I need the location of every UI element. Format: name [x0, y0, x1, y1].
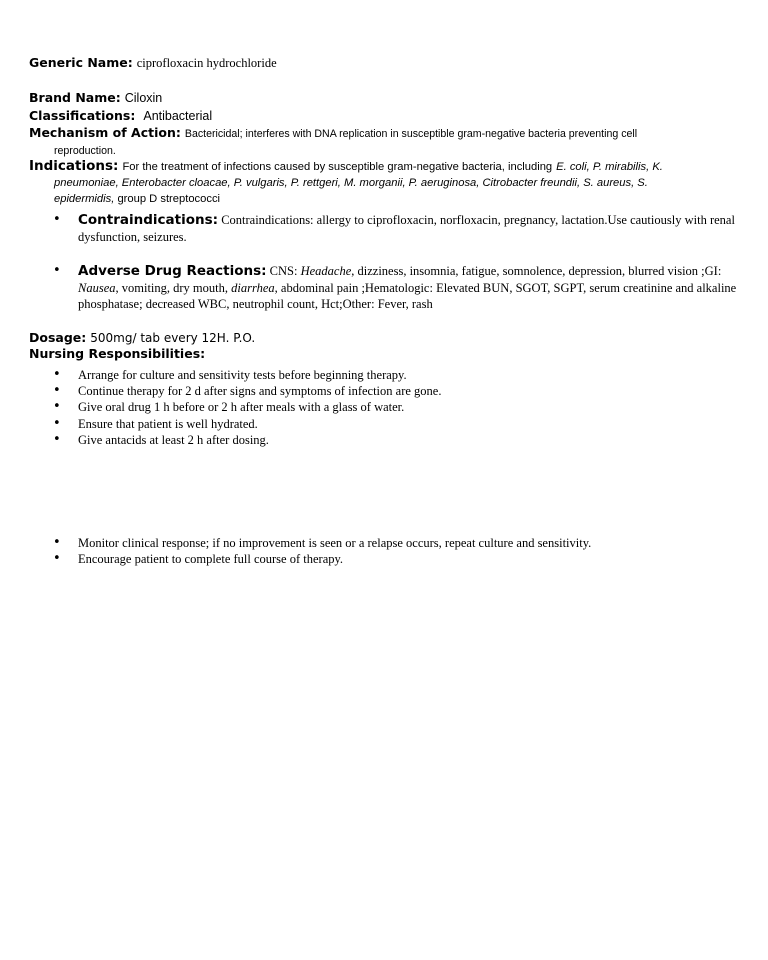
list-item	[53, 551, 753, 567]
list-item	[53, 383, 753, 399]
mechanism-line1: Bactericidal; interferes with DNA replication in susceptible gram-negative bacteria preventing cell	[184, 128, 638, 140]
nursing-item-text: Ensure that patient is well hydrated.	[78, 416, 258, 431]
nursing-item-text: Monitor clinical response; if no improvement is seen or a relapse occurs, repeat culture and sensitivity.	[78, 536, 592, 550]
adverse-rest: , abdominal pain ;Hematologic: Elevated BUN, SGOT, SGPT, serum creatinine and alkaline phosphatase; decreased WBC, neutrophil count, Hct;Other: Fever, rash	[78, 280, 737, 311]
contraindications-item	[53, 212, 743, 245]
adverse-reactions-body	[78, 263, 743, 313]
contraindications-text: Contraindications: allergy to ciprofloxacin, norfloxacin, pregnancy, lactation.Use cautiously with renal dysfunction, seizures.	[78, 213, 735, 244]
brand-name-value: Ciloxin	[124, 91, 163, 105]
adverse-cns-prefix: CNS:	[269, 264, 298, 278]
dosage-label: Dosage:	[29, 330, 87, 345]
nursing-item-text: Encourage patient to complete full course of therapy.	[78, 552, 344, 567]
list-item	[53, 416, 753, 432]
classification-value: Antibacterial	[143, 109, 213, 123]
adverse-nausea: Nausea	[78, 280, 116, 295]
mechanism-line2: reproduction.	[54, 145, 116, 157]
bullet-icon: •	[53, 263, 61, 278]
bullet-icon: •	[53, 367, 61, 382]
mechanism-block	[29, 124, 741, 160]
nursing-list-continued	[53, 535, 753, 567]
nursing-label: Nursing Responsibilities:	[29, 346, 206, 361]
adverse-reactions-label: Adverse Drug Reactions:	[78, 263, 267, 279]
nursing-heading	[29, 345, 205, 363]
nursing-list	[53, 367, 753, 448]
list-item	[53, 399, 753, 415]
adverse-reactions-item	[53, 263, 743, 313]
bullet-icon: •	[53, 431, 61, 447]
indications-organisms-3: epidermidis,	[54, 193, 115, 205]
bullet-icon: •	[53, 383, 61, 399]
mechanism-label: Mechanism of Action:	[29, 125, 181, 140]
adverse-diarrhea: diarrhea	[231, 280, 275, 295]
brand-name-label: Brand Name:	[29, 90, 121, 105]
classification-label: Classifications:	[29, 108, 136, 123]
indications-intro: For the treatment of infections caused by susceptible gram-negative bacteria, including	[122, 161, 553, 173]
adverse-gi-rest: , vomiting, dry mouth,	[115, 280, 228, 295]
nursing-item-text: Give oral drug 1 h before or 2 h after meals with a glass of water.	[78, 400, 405, 415]
brand-name-line	[29, 89, 162, 107]
indications-label: Indications:	[29, 158, 119, 174]
generic-name-line	[29, 54, 277, 72]
dosage-value: 500mg/ tab every 12H. P.O.	[90, 331, 256, 345]
adverse-cns-rest: , dizziness, insomnia, fatigue, somnolence, depression, blurred vision ;GI:	[351, 264, 722, 278]
list-item	[53, 367, 753, 383]
bullet-icon: •	[53, 551, 61, 567]
contraindications-label: Contraindications:	[78, 212, 219, 228]
indications-organisms-2: pneumoniae, Enterobacter cloacae, P. vulgaris, P. rettgeri, M. morganii, P. aeruginosa, Citrobacter freundii, S. aureus, S.	[54, 177, 648, 189]
adverse-headache: Headache	[300, 264, 352, 278]
indications-organisms-1: E. coli, P. mirabilis, K.	[556, 161, 663, 173]
list-item	[53, 535, 753, 551]
bullet-icon: •	[53, 415, 61, 431]
list-item	[53, 432, 753, 448]
nursing-item-text: Continue therapy for 2 d after signs and symptoms of infection are gone.	[78, 384, 442, 399]
nursing-item-text: Give antacids at least 2 h after dosing.	[78, 432, 269, 447]
generic-name-label: Generic Name:	[29, 55, 133, 70]
classification-line	[29, 107, 212, 125]
contraindications-body	[78, 212, 743, 245]
generic-name-value: ciprofloxacin hydrochloride	[136, 56, 277, 70]
bullet-icon: •	[53, 399, 61, 415]
indications-tail: group D streptococci	[117, 193, 221, 205]
indications-block	[29, 158, 741, 207]
nursing-item-text: Arrange for culture and sensitivity tests before beginning therapy.	[78, 368, 407, 382]
bullet-icon: •	[53, 535, 61, 550]
bullet-icon: •	[53, 212, 61, 227]
